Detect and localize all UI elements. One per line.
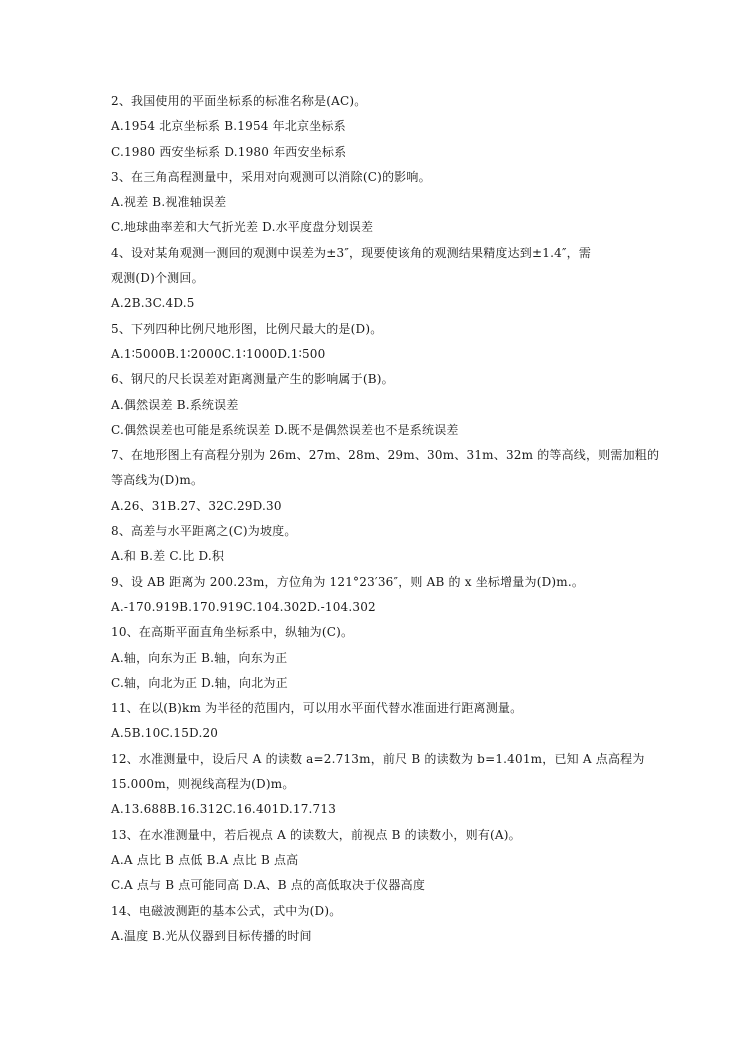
question-13: 13、在水准测量中，若后视点 A 的读数大，前视点 B 的读数小，则有(A)。 [111, 827, 521, 842]
question-6-options-ab: A.偶然误差 B.系统误差 [111, 397, 239, 412]
question-5: 5、下列四种比例尺地形图，比例尺最大的是(D)。 [111, 321, 383, 336]
document-body [111, 89, 660, 949]
question-10: 10、在高斯平面直角坐标系中，纵轴为(C)。 [111, 625, 354, 640]
question-11: 11、在以(B)km 为半径的范围内，可以用水平面代替水准面进行距离测量。 [111, 701, 523, 716]
question-5-options: A.1∶5000B.1∶2000C.1∶1000D.1∶500 [111, 346, 326, 361]
question-3: 3、在三角高程测量中，采用对向观测可以消除(C)的影响。 [111, 169, 431, 184]
question-4-options: A.2B.3C.4D.5 [111, 296, 195, 311]
question-13-options-cd: C.A 点与 B 点可能同高 D.A、B 点的高低取决于仪器高度 [111, 878, 426, 893]
question-4: 4、设对某角观测一测回的观测中误差为±3″，现要使该角的观测结果精度达到±1.4″，需 [111, 245, 592, 260]
question-14: 14、电磁波测距的基本公式，式中为(D)。 [111, 903, 342, 918]
question-9-options: A.-170.919B.170.919C.104.302D.-104.302 [111, 599, 376, 614]
question-9: 9、设 AB 距离为 200.23m，方位角为 121°23′36″，则 AB 的 x 坐标增量为(D)m.。 [111, 574, 585, 589]
question-7: 7、在地形图上有高程分别为 26m、27m、28m、29m、30m、31m、32m 的等高线，则需加粗的 [111, 448, 660, 463]
question-12-cont: 15.000m，则视线高程为(D)m。 [111, 777, 295, 792]
question-12-options: A.13.688B.16.312C.16.401D.17.713 [111, 802, 337, 817]
question-3-options-cd: C.地球曲率差和大气折光差 D.水平度盘分划误差 [111, 220, 374, 235]
question-4-cont: 观测(D)个测回。 [111, 271, 204, 286]
question-7-cont: 等高线为(D)m。 [111, 473, 204, 488]
question-14-options-ab: A.温度 B.光从仪器到目标传播的时间 [111, 928, 312, 943]
question-10-options-cd: C.轴，向北为正 D.轴，向北为正 [111, 675, 288, 690]
question-8: 8、高差与水平距离之(C)为坡度。 [111, 524, 297, 539]
question-3-options-ab: A.视差 B.视准轴误差 [111, 195, 227, 210]
question-2-options-cd: C.1980 西安坐标系 D.1980 年西安坐标系 [111, 144, 347, 159]
question-7-options: A.26、31B.27、32C.29D.30 [111, 498, 282, 513]
question-11-options: A.5B.10C.15D.20 [111, 726, 219, 741]
question-13-options-ab: A.A 点比 B 点低 B.A 点比 B 点高 [111, 852, 299, 867]
question-6-options-cd: C.偶然误差也可能是系统误差 D.既不是偶然误差也不是系统误差 [111, 422, 459, 437]
question-2-options-ab: A.1954 北京坐标系 B.1954 年北京坐标系 [111, 119, 346, 134]
question-10-options-ab: A.轴，向东为正 B.轴，向东为正 [111, 650, 288, 665]
question-2: 2、我国使用的平面坐标系的标准名称是(AC)。 [111, 94, 367, 108]
question-8-options: A.和 B.差 C.比 D.积 [111, 549, 225, 564]
question-12: 12、水准测量中，设后尺 A 的读数 a=2.713m，前尺 B 的读数为 b=1.401m，已知 A 点高程为 [111, 751, 645, 766]
question-6: 6、钢尺的尺长误差对距离测量产生的影响属于(B)。 [111, 372, 394, 387]
